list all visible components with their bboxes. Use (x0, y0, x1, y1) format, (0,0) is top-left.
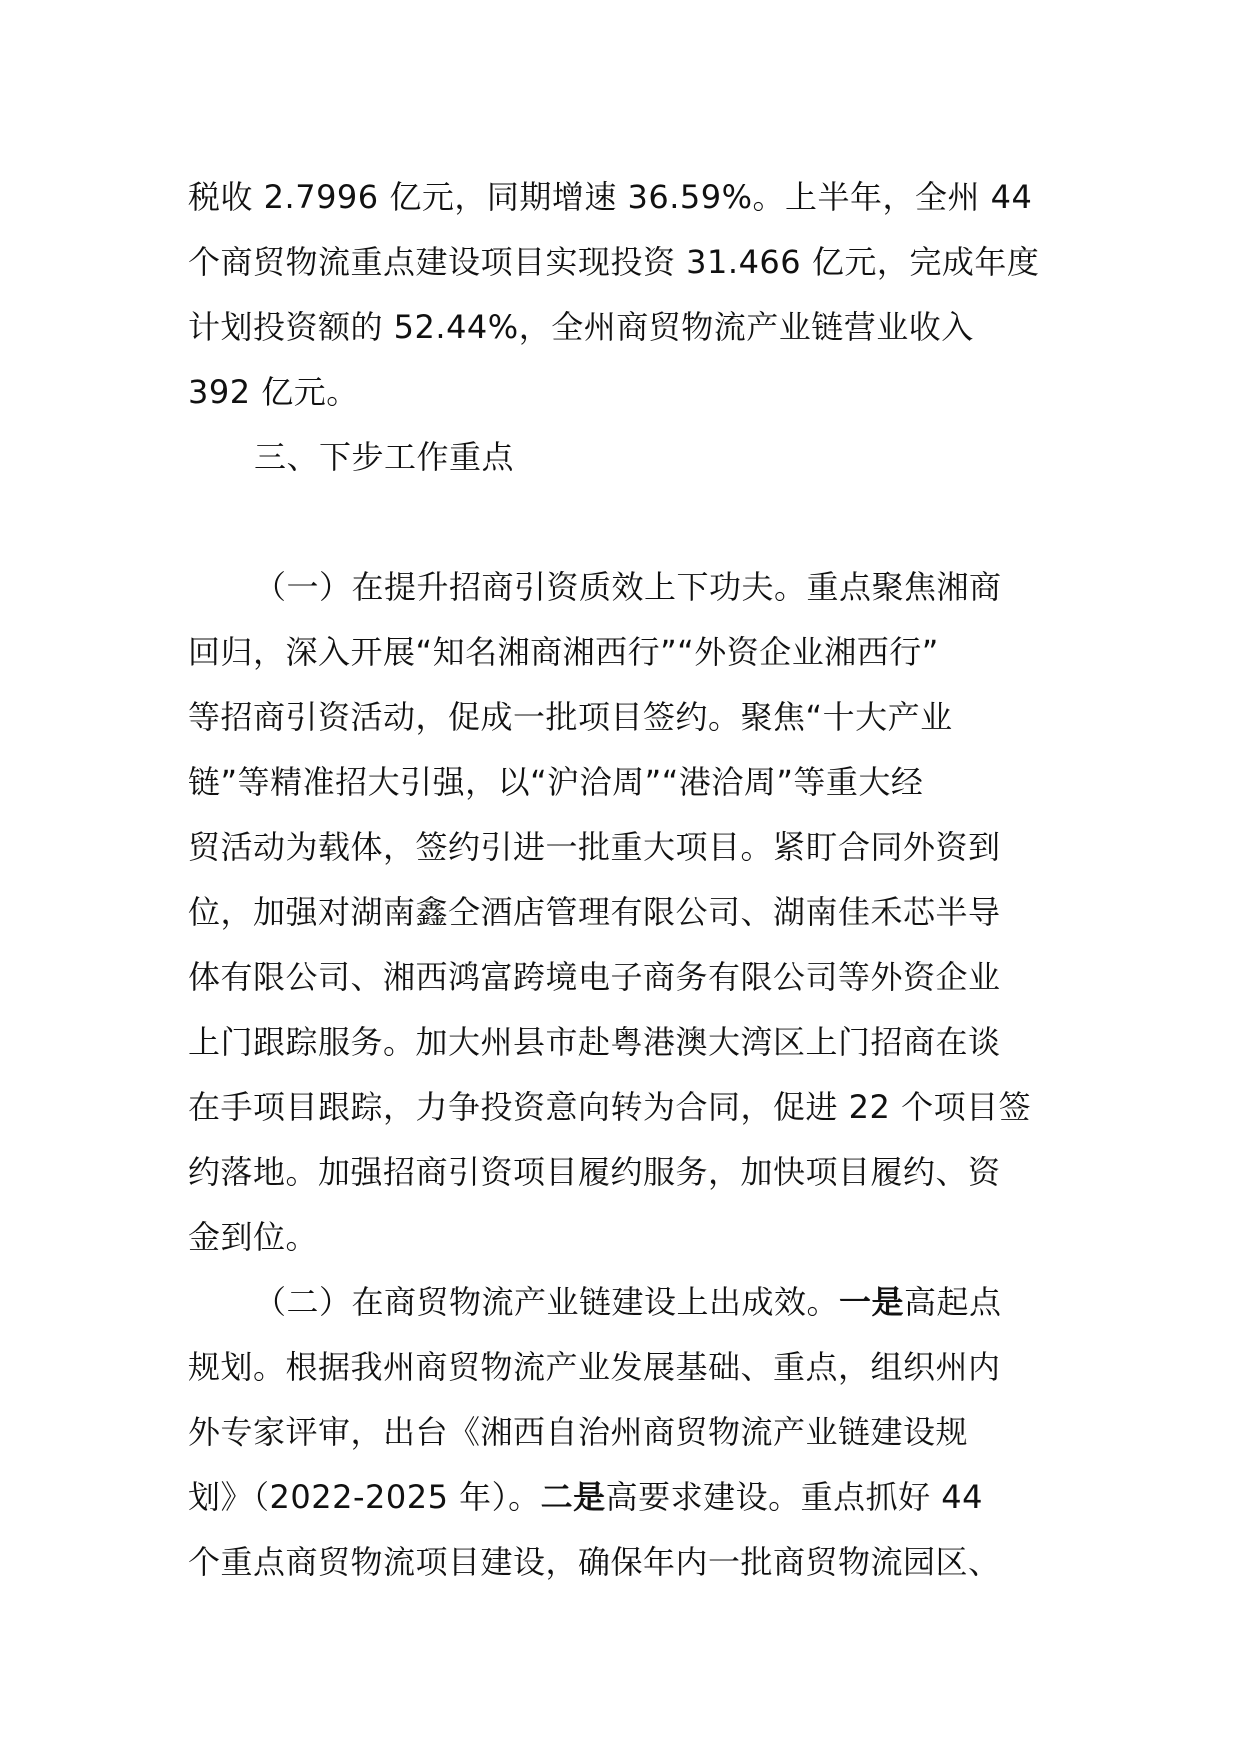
text-line: 回归，深入开展“知名湘商湘西行”“外资企业湘西行” (188, 633, 939, 671)
text-run: （二）在商贸物流产业链建设上出成效。 (254, 1283, 840, 1321)
text-line: 链”等精准招大引强，以“沪洽周”“港洽周”等重大经 (188, 763, 924, 801)
paragraph-investment-summary (188, 165, 1056, 425)
text-line: 392 亿元。 (188, 373, 359, 411)
text-line: 外专家评审，出台《湘西自治州商贸物流产业链建设规 (188, 1413, 969, 1451)
text-line: 计划投资额的 52.44%，全州商贸物流产业链营业收入 (188, 308, 974, 346)
text-line: 约落地。加强招商引资项目履约服务，加快项目履约、资 (188, 1153, 1001, 1191)
text-line: 税收 2.7996 亿元，同期增速 36.59%。上半年，全州 44 (188, 178, 1033, 216)
text-run: 高要求建设。重点抓好 44 (605, 1478, 984, 1516)
text-line: 位，加强对湖南鑫仝酒店管理有限公司、湖南佳禾芯半导 (188, 893, 1001, 931)
text-line (188, 1465, 1056, 1530)
bold-keyword: 一是 (839, 1283, 905, 1321)
text-line: 上门跟踪服务。加大州县市赴粤港澳大湾区上门招商在谈 (188, 1023, 1001, 1061)
text-line: 贸活动为载体，签约引进一批重大项目。紧盯合同外资到 (188, 828, 1001, 866)
text-line: 个重点商贸物流项目建设，确保年内一批商贸物流园区、 (188, 1543, 1001, 1581)
text-line (188, 1270, 1056, 1335)
text-line: 规划。根据我州商贸物流产业发展基础、重点，组织州内 (188, 1348, 1001, 1386)
text-line: 体有限公司、湘西鸿富跨境电子商务有限公司等外资企业 (188, 958, 1001, 996)
paragraph-investment-attraction (188, 555, 1056, 1270)
section-heading-next-steps: 三、下步工作重点 (254, 438, 515, 476)
paragraph-logistics-chain (188, 1270, 1056, 1595)
text-line: 个商贸物流重点建设项目实现投资 31.466 亿元，完成年度 (188, 243, 1040, 281)
text-line: 金到位。 (188, 1218, 319, 1256)
text-line: 在手项目跟踪，力争投资意向转为合同，促进 22 个项目签 (188, 1088, 1032, 1126)
text-run: 划》（2022-2025 年）。 (188, 1478, 541, 1516)
text-run: 高起点 (904, 1283, 1002, 1321)
section-heading (188, 425, 1056, 490)
bold-keyword: 二是 (540, 1478, 606, 1516)
text-line: （一）在提升招商引资质效上下功夫。重点聚焦湘商 (254, 568, 1002, 606)
text-line: 等招商引资活动，促成一批项目签约。聚焦“十大产业 (188, 698, 953, 736)
